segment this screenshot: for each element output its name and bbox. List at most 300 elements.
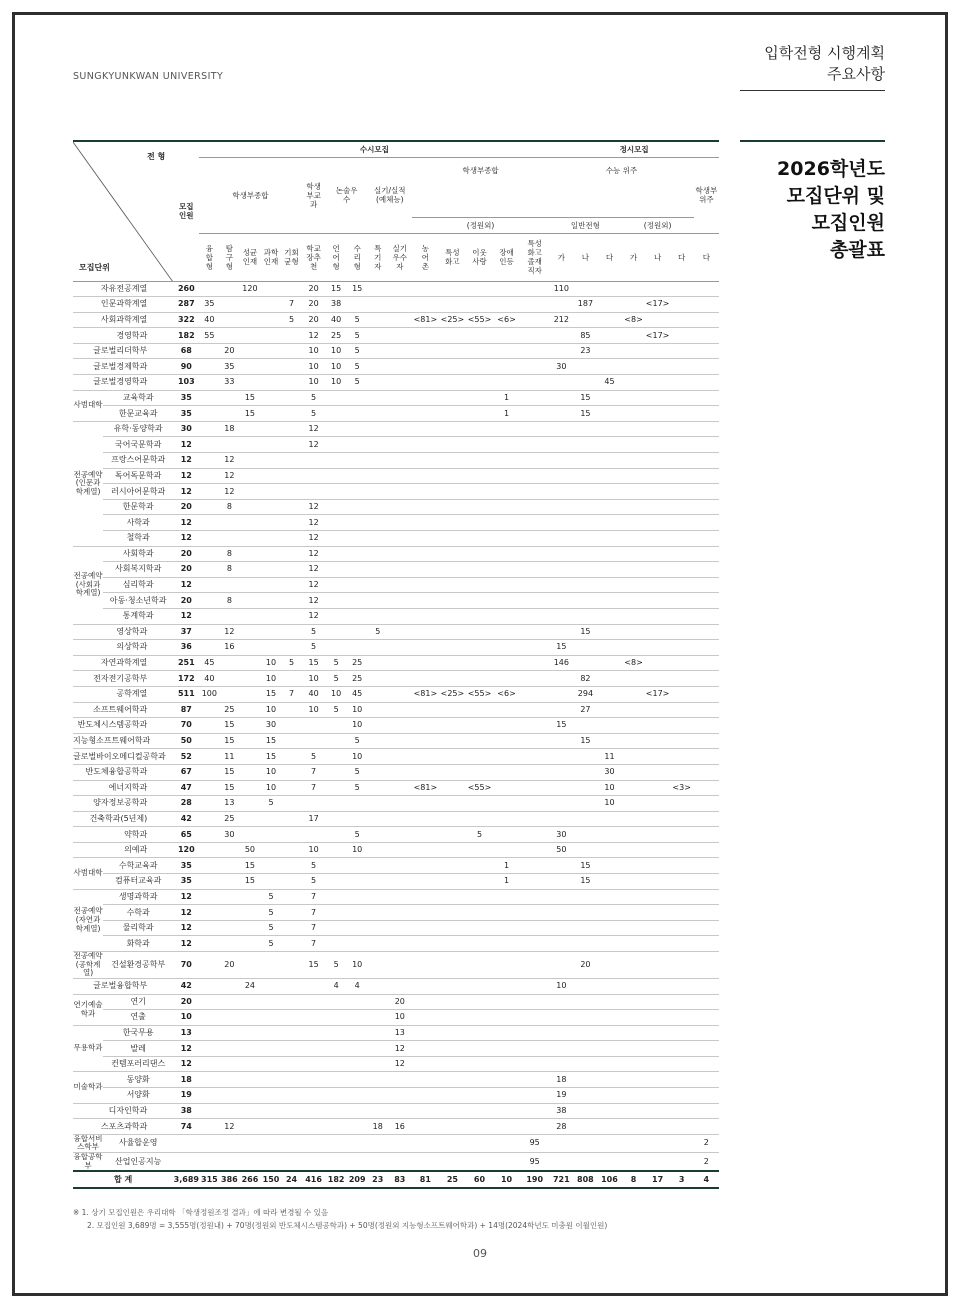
value-cell: <55> [466,686,493,702]
table-row [73,655,719,671]
value-cell: 13 [219,796,239,812]
value-cell [549,1010,573,1026]
value-cell [573,1010,597,1026]
group-cell: 연기예술학과 [73,994,103,1025]
value-cell [239,780,260,796]
value-cell [520,531,549,547]
value-cell [239,608,260,624]
value-cell [622,952,646,979]
value-cell [549,994,573,1010]
header-hakjong: 학생부종합 [199,157,301,233]
value-cell [549,608,573,624]
value-cell [466,281,493,297]
value-cell [388,920,412,936]
value-cell [326,1010,347,1026]
header-unit: 모집단위 [79,262,110,272]
value-cell [326,936,347,952]
value-cell [199,994,219,1010]
total-value-cell: 23 [368,1171,388,1188]
value-cell [219,978,239,994]
value-cell [466,421,493,437]
value-cell: 45 [347,686,368,702]
value-cell [282,733,302,749]
value-cell [622,390,646,406]
total-cell: 19 [173,1088,199,1104]
value-cell [670,608,694,624]
value-cell [439,640,466,656]
unit-cell: 사학과 [103,515,173,531]
value-cell [439,1041,466,1057]
value-cell [388,546,412,562]
total-cell: 87 [173,702,199,718]
unit-cell: 컴퓨터교육과 [103,874,173,890]
value-cell [493,1153,520,1172]
value-cell [219,671,239,687]
value-cell [260,1010,281,1026]
value-cell [597,702,621,718]
value-cell: 12 [302,531,326,547]
value-cell [282,702,302,718]
total-cell: 287 [173,297,199,313]
value-cell [670,1153,694,1172]
value-cell [573,827,597,843]
value-cell [388,889,412,905]
value-cell [622,827,646,843]
value-cell [388,811,412,827]
value-cell [466,994,493,1010]
value-cell: 15 [260,686,281,702]
value-cell [439,1010,466,1026]
value-cell [597,359,621,375]
value-cell: 10 [302,842,326,858]
value-cell [549,1056,573,1072]
value-cell [368,453,388,469]
value-cell [573,780,597,796]
value-cell [597,671,621,687]
table-row [73,1088,719,1104]
value-cell [326,515,347,531]
value-cell [597,1010,621,1026]
table-row [73,920,719,936]
header-hakseng-wiju [694,157,719,233]
value-cell [282,328,302,344]
value-cell [347,624,368,640]
section-header-line2: 주요사항 [827,65,885,83]
value-cell [282,515,302,531]
value-cell [260,375,281,391]
value-cell: 15 [347,281,368,297]
total-cell: 172 [173,671,199,687]
unit-cell: 생명과학과 [103,889,173,905]
value-cell [282,1119,302,1135]
value-cell [412,842,439,858]
value-cell [520,889,549,905]
value-cell [326,1056,347,1072]
value-cell: 17 [302,811,326,827]
value-cell [282,994,302,1010]
value-cell [199,484,219,500]
value-cell [622,889,646,905]
value-cell [439,531,466,547]
diagonal-line [73,142,173,281]
value-cell [282,1103,302,1119]
value-cell [493,546,520,562]
col-header-label: 농어촌 [421,243,429,271]
value-cell [326,499,347,515]
value-cell [549,328,573,344]
value-cell [466,671,493,687]
value-cell [439,1103,466,1119]
value-cell [326,994,347,1010]
value-cell [694,499,719,515]
value-cell [388,936,412,952]
value-cell: 10 [260,780,281,796]
value-cell [622,920,646,936]
value-cell [439,1119,466,1135]
value-cell [493,375,520,391]
value-cell [368,1134,388,1152]
value-cell [520,1056,549,1072]
value-cell [439,655,466,671]
value-cell [326,1072,347,1088]
value-cell [439,406,466,422]
value-cell: <8> [622,312,646,328]
value-cell [520,328,549,344]
value-cell [670,952,694,979]
value-cell [199,1010,219,1026]
value-cell [694,655,719,671]
value-cell: 15 [573,874,597,890]
value-cell [646,437,670,453]
value-cell [326,421,347,437]
value-cell [368,421,388,437]
value-cell [239,484,260,500]
value-cell [520,936,549,952]
value-cell [239,1056,260,1072]
value-cell [670,437,694,453]
value-cell [493,281,520,297]
value-cell [466,874,493,890]
value-cell [347,889,368,905]
value-cell: 24 [239,978,260,994]
value-cell [520,749,549,765]
value-cell [412,655,439,671]
value-cell [646,827,670,843]
value-cell [466,297,493,313]
value-cell [493,1119,520,1135]
value-cell [597,1119,621,1135]
value-cell [549,593,573,609]
value-cell [347,1134,368,1152]
value-cell [549,686,573,702]
value-cell [199,437,219,453]
value-cell [239,624,260,640]
value-cell: 13 [388,1025,412,1041]
value-cell [368,1153,388,1172]
value-cell [388,359,412,375]
value-cell [412,406,439,422]
value-cell [199,468,219,484]
value-cell: 15 [239,874,260,890]
table-row [73,978,719,994]
value-cell [412,281,439,297]
group-cell: 융합서비스학부 [73,1134,103,1152]
value-cell [549,749,573,765]
value-cell [326,1134,347,1152]
value-cell: 5 [260,889,281,905]
value-cell [199,874,219,890]
value-cell [622,499,646,515]
value-cell: 10 [326,375,347,391]
value-cell [597,1025,621,1041]
value-cell [694,608,719,624]
col-header-9 [388,233,412,281]
value-cell [326,1103,347,1119]
value-cell [368,764,388,780]
unit-cell: 사회과학계열 [73,312,173,328]
value-cell [694,484,719,500]
value-cell [412,343,439,359]
value-cell [493,562,520,578]
value-cell [412,577,439,593]
value-cell [520,1072,549,1088]
value-cell [219,1103,239,1119]
value-cell [670,1010,694,1026]
value-cell [597,827,621,843]
value-cell [520,312,549,328]
value-cell: 110 [549,281,573,297]
unit-cell: 글로벌경영학과 [73,375,173,391]
value-cell [520,343,549,359]
value-cell [282,546,302,562]
total-value-cell: 83 [388,1171,412,1188]
value-cell: 15 [549,718,573,734]
value-cell [670,978,694,994]
value-cell [260,994,281,1010]
value-cell: 2 [694,1134,719,1152]
value-cell [388,1153,412,1172]
total-cell: 47 [173,780,199,796]
value-cell [622,624,646,640]
value-cell [622,437,646,453]
value-cell [549,437,573,453]
value-cell [622,546,646,562]
value-cell: 5 [347,343,368,359]
value-cell [520,671,549,687]
value-cell [282,562,302,578]
value-cell [520,780,549,796]
value-cell [694,764,719,780]
value-cell [412,1119,439,1135]
value-cell [694,1088,719,1104]
value-cell [412,827,439,843]
value-cell [388,577,412,593]
value-cell [199,515,219,531]
value-cell [646,624,670,640]
value-cell [439,994,466,1010]
value-cell [199,842,219,858]
value-cell [388,390,412,406]
side-title-line2: 모집단위 및 [786,185,885,207]
value-cell [326,1041,347,1057]
value-cell [347,406,368,422]
value-cell [219,936,239,952]
total-cell: 20 [173,499,199,515]
value-cell: 20 [219,952,239,979]
value-cell [493,640,520,656]
value-cell [520,546,549,562]
value-cell [282,577,302,593]
value-cell [388,562,412,578]
value-cell [368,749,388,765]
value-cell [670,749,694,765]
value-cell [199,624,219,640]
value-cell [466,978,493,994]
value-cell: 10 [302,375,326,391]
value-cell [260,390,281,406]
total-cell: 35 [173,858,199,874]
value-cell [694,593,719,609]
value-cell [368,531,388,547]
value-cell: 12 [302,577,326,593]
value-cell [412,484,439,500]
value-cell [646,281,670,297]
value-cell [412,1025,439,1041]
value-cell [239,499,260,515]
value-cell [347,1153,368,1172]
unit-cell: 지능형소프트웨어학과 [73,733,173,749]
value-cell [368,686,388,702]
value-cell [646,952,670,979]
table-row [73,842,719,858]
value-cell [260,437,281,453]
value-cell [646,842,670,858]
value-cell [549,936,573,952]
group-cell: 사범대학 [73,858,103,889]
unit-cell: 수학교육과 [103,858,173,874]
value-cell [573,312,597,328]
unit-cell: 반도체융합공학과 [73,764,173,780]
value-cell [412,1134,439,1152]
total-cell: 20 [173,546,199,562]
value-cell [549,375,573,391]
value-cell: 12 [388,1041,412,1057]
value-cell [646,468,670,484]
value-cell [493,994,520,1010]
value-cell: 12 [302,546,326,562]
value-cell [282,796,302,812]
value-cell: 120 [239,281,260,297]
value-cell [219,889,239,905]
value-cell [520,952,549,979]
unit-cell: 디자인학과 [73,1103,173,1119]
value-cell [646,858,670,874]
unit-cell: 컨템포러리댄스 [103,1056,173,1072]
value-cell [466,328,493,344]
total-label: 합 계 [73,1171,173,1188]
value-cell [493,1025,520,1041]
value-cell [493,749,520,765]
value-cell: <17> [646,328,670,344]
value-cell [239,733,260,749]
value-cell [412,453,439,469]
value-cell [388,608,412,624]
value-cell [347,562,368,578]
value-cell [388,593,412,609]
value-cell [493,905,520,921]
value-cell: 15 [219,780,239,796]
table-row [73,437,719,453]
value-cell [520,359,549,375]
value-cell: 5 [326,952,347,979]
value-cell: 10 [260,702,281,718]
value-cell [622,1041,646,1057]
value-cell: 23 [573,343,597,359]
total-cell: 10 [173,1010,199,1026]
value-cell [646,920,670,936]
value-cell [493,1088,520,1104]
value-cell [493,1041,520,1057]
unit-cell: 물리학과 [103,920,173,936]
value-cell [260,406,281,422]
value-cell [347,437,368,453]
value-cell [282,453,302,469]
value-cell [302,1010,326,1026]
table-row [73,1010,719,1026]
value-cell [368,640,388,656]
col-header-label: 특기자 [374,243,382,271]
value-cell [219,281,239,297]
value-cell [520,796,549,812]
value-cell [282,1134,302,1152]
value-cell: 11 [219,749,239,765]
col-header-label: 언어형 [332,243,340,271]
value-cell [368,468,388,484]
value-cell: 5 [302,390,326,406]
unit-cell: 한문학과 [103,499,173,515]
unit-cell: 화학과 [103,936,173,952]
value-cell [260,1119,281,1135]
value-cell [260,874,281,890]
value-cell [219,1072,239,1088]
value-cell [573,842,597,858]
total-cell: 42 [173,978,199,994]
value-cell [388,733,412,749]
unit-cell: 프랑스어문학과 [103,453,173,469]
total-cell: 68 [173,343,199,359]
value-cell [466,858,493,874]
value-cell [597,1088,621,1104]
total-value-cell: 416 [302,1171,326,1188]
value-cell [368,858,388,874]
value-cell [239,1025,260,1041]
value-cell [694,780,719,796]
value-cell [670,920,694,936]
table-row [73,531,719,547]
value-cell [493,889,520,905]
value-cell [388,952,412,979]
value-cell [239,359,260,375]
value-cell [368,1072,388,1088]
value-cell [388,437,412,453]
value-cell [239,1088,260,1104]
value-cell [646,484,670,500]
value-cell [694,546,719,562]
value-cell [622,764,646,780]
value-cell: 18 [549,1072,573,1088]
value-cell [573,889,597,905]
value-cell [646,608,670,624]
